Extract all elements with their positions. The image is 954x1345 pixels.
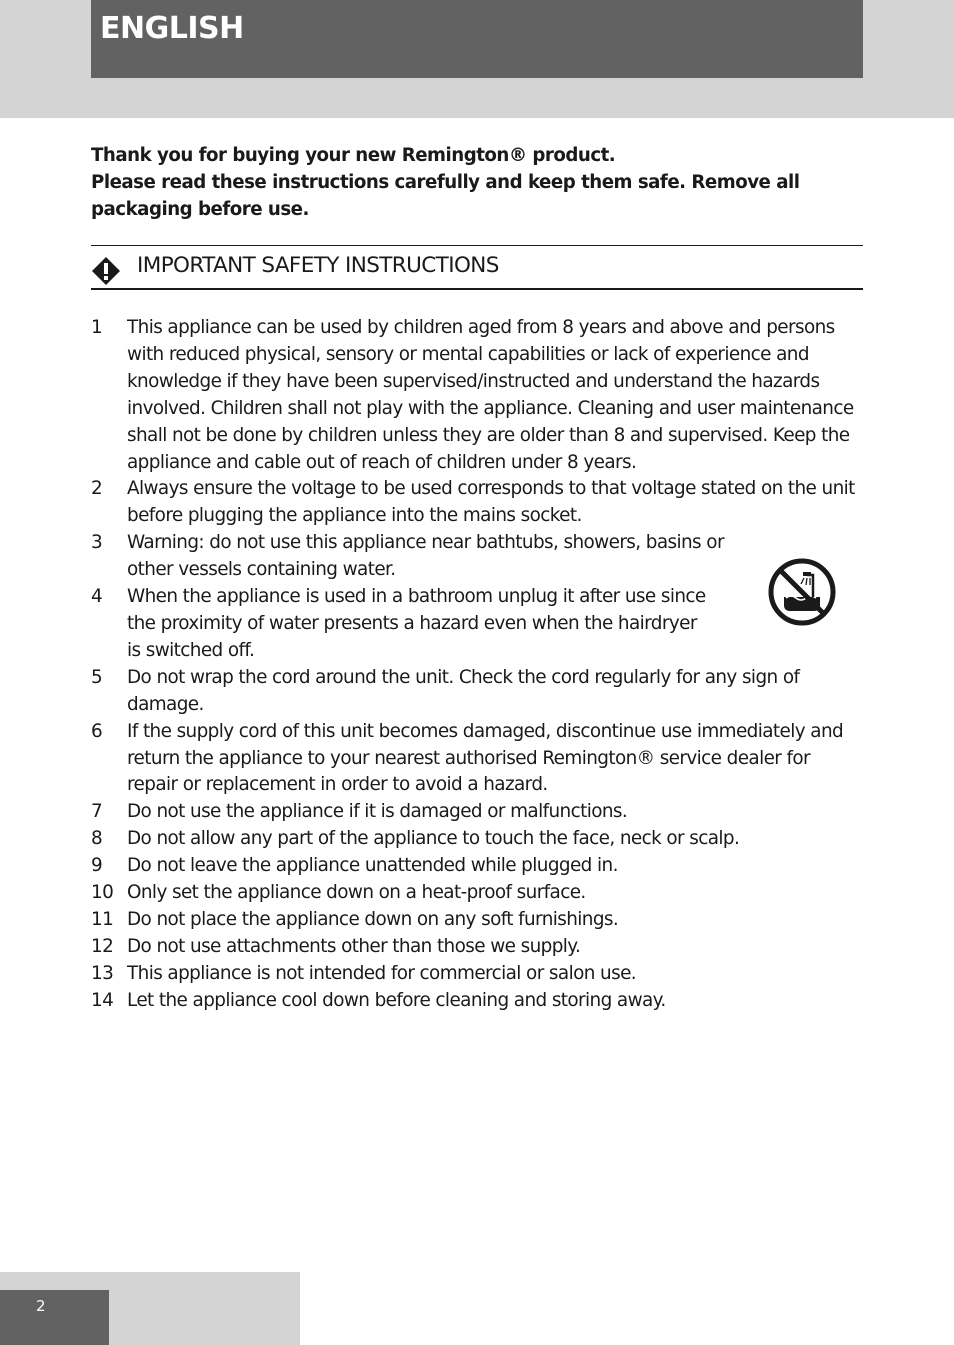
item-number: 6: [91, 720, 103, 742]
item-text: Do not place the appliance down on any soft furnishings.: [127, 908, 619, 930]
item-number: 5: [91, 666, 103, 688]
list-item: [91, 988, 863, 1015]
item-text: Do not wrap the cord around the unit. Check the cord regularly for any sign of damage.: [127, 666, 800, 715]
list-item: [91, 719, 863, 800]
language-title: ENGLISH: [100, 11, 244, 46]
list-item: [91, 826, 863, 853]
list-item: [91, 665, 863, 719]
item-text: Only set the appliance down on a heat-proof surface.: [127, 882, 586, 904]
language-header-bar: [91, 0, 863, 78]
item-number: 13: [91, 962, 114, 984]
item-number: 8: [91, 828, 103, 850]
item-text: Do not allow any part of the appliance to touch the face, neck or scalp.: [127, 828, 740, 850]
list-item: [91, 880, 863, 907]
list-item: [91, 799, 863, 826]
list-item: [91, 907, 863, 934]
safety-section-title: IMPORTANT SAFETY INSTRUCTIONS: [137, 253, 499, 278]
item-number: 14: [91, 989, 114, 1011]
list-item: [91, 961, 863, 988]
intro-block: [91, 142, 863, 223]
item-number: 7: [91, 801, 103, 823]
item-number: 3: [91, 532, 103, 554]
intro-read-instructions: Please read these instructions carefully and keep them safe. Remove all packaging before use.: [91, 172, 800, 220]
list-item: [91, 530, 863, 584]
item-text: This appliance is not intended for commercial or salon use.: [127, 962, 637, 984]
item-text: Do not use attachments other than those we supply.: [127, 935, 581, 957]
list-item: [91, 315, 863, 476]
item-text: When the appliance is used in a bathroom unplug it after use since the proximity of water presents a hazard even when the hairdryer is switched off.: [127, 586, 706, 661]
safety-section-header: [91, 245, 863, 290]
item-number: 10: [91, 882, 114, 904]
warning-diamond-icon: [91, 256, 121, 286]
no-water-usage-icon: [767, 557, 837, 627]
list-item: [91, 476, 863, 530]
item-number: 12: [91, 935, 114, 957]
item-text: If the supply cord of this unit becomes damaged, discontinue use immediately and return the appliance to your nearest authorised Remington® service dealer for repair or replacement in order to avoid a hazard.: [127, 720, 844, 796]
item-text: Let the appliance cool down before cleaning and storing away.: [127, 989, 666, 1011]
list-item: [91, 584, 863, 665]
item-text: This appliance can be used by children aged from 8 years and above and persons with reduced physical, sensory or mental capabilities or lack of experience and knowledge if they have been supervised/instructed and understand the hazards involved. Children shall not play with the appliance. Cleaning and user maintenance shall not be done by children unless they are older than 8 and supervised. Keep the appliance and cable out of reach of children under 8 years.: [127, 317, 854, 473]
item-number: 2: [91, 478, 103, 500]
item-text: Do not leave the appliance unattended while plugged in.: [127, 855, 618, 877]
item-text: Warning: do not use this appliance near bathtubs, showers, basins or other vessels containing water.: [127, 532, 724, 581]
intro-thanks: Thank you for buying your new Remington® product.: [91, 145, 616, 166]
item-number: 4: [91, 586, 103, 608]
item-number: 9: [91, 855, 103, 877]
list-item: [91, 934, 863, 961]
page-number-box: [0, 1290, 109, 1345]
item-number: 1: [91, 317, 103, 338]
safety-instructions-list: [91, 315, 863, 1015]
page-number: 2: [36, 1297, 46, 1315]
item-number: 11: [91, 908, 114, 930]
list-item: [91, 853, 863, 880]
item-text: Always ensure the voltage to be used corresponds to that voltage stated on the unit before plugging the appliance into the mains socket.: [127, 478, 855, 527]
item-text: Do not use the appliance if it is damaged or malfunctions.: [127, 801, 628, 823]
